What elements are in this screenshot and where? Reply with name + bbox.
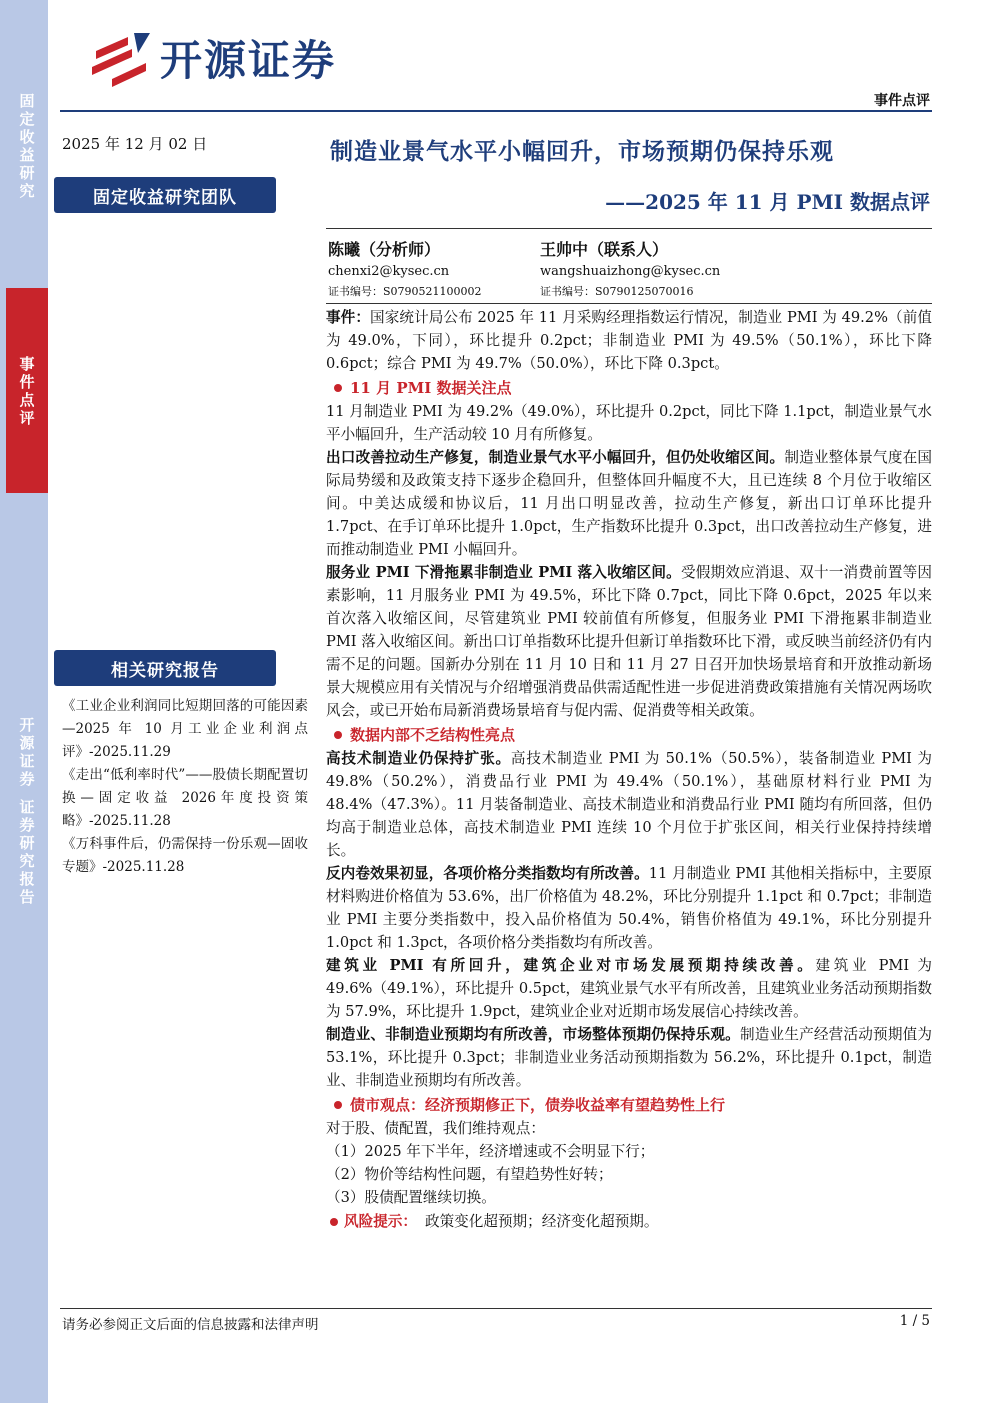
paragraph-lead: 反内卷效果初显，各项价格分类指数均有所改善。 <box>326 865 649 882</box>
side-label-char: 研 <box>19 834 35 852</box>
kysec-logo-icon <box>88 29 152 87</box>
risk-label: 风险提示： <box>344 1213 417 1230</box>
paragraph-text: 高技术制造业 PMI 为 50.1%（50.5%），装备制造业 PMI 为 49.8%（50.2%），消费品行业 PMI 为 49.4%（50.1%），基础原材料行业 PMI 为 48.4%（47.3%）。11 月装备制造业、高技术制造业和消费品行业 PMI 随均有所回落，但仍均高于制造业总体，高技术制造业 PMI 连续 10 个月位于扩张区间，相关行业保持持续增长。 <box>326 750 932 859</box>
side-label-char: 收 <box>19 128 35 146</box>
body-paragraph <box>326 1023 932 1092</box>
risk-text: 政策变化超预期；经济变化超预期。 <box>424 1213 659 1230</box>
paragraph-lead: 服务业 PMI 下滑拖累非制造业 PMI 落入收缩区间。 <box>326 564 681 581</box>
report-date: 2025 年 12 月 02 日 <box>62 135 208 153</box>
body-list-item: （1）2025 年下半年，经济增速或不会明显下行； <box>326 1143 655 1160</box>
event-lead: 事件： <box>326 309 371 326</box>
report-subtitle: ——2025 年 11 月 PMI 数据点评 <box>605 190 930 214</box>
section-heading-structural <box>334 723 932 747</box>
event-text: 国家统计局公布 2025 年 11 月采购经理指数运行情况，制造业 PMI 为 49.2%（前值为 49.0%，下同），环比提升 0.2pct；非制造业 PMI 为 49.5%（50.1%），环比下降 0.6pct；综合 PMI 为 49.7%（50.0%），环比下降 0.3pct。 <box>326 309 932 372</box>
author-contact <box>540 238 720 302</box>
report-body <box>326 306 932 1233</box>
side-label-kysec <box>6 716 48 788</box>
body-paragraph: 对于股、债配置，我们维持观点： <box>326 1120 545 1137</box>
team-label: 固定收益研究团队 <box>54 177 276 213</box>
paragraph-lead: 制造业、非制造业预期均有所改善，市场整体预期仍保持乐观。 <box>326 1026 740 1043</box>
section-heading-text: 数据内部不乏结构性亮点 <box>350 726 516 744</box>
author-cert: 证书编号：S0790125070016 <box>540 285 694 298</box>
author-name: 王帅中（联系人） <box>540 240 669 259</box>
side-label-char: 券 <box>19 816 35 834</box>
page-number: 1 / 5 <box>899 1313 930 1329</box>
paragraph-lead: 高技术制造业仍保持扩张。 <box>326 750 511 767</box>
paragraph-text: 建筑业 PMI 为 49.6%（49.1%），环比提升 0.5pct，建筑业景气水平有所改善，且建筑业业务活动预期指数为 57.9%，环比提升 1.9pct，建筑业企业对近期市场发展信心持续改善。 <box>326 957 932 1020</box>
paragraph-text: 受假期效应消退、双十一消费前置等因素影响，11 月服务业 PMI 为 49.5%，环比下降 0.7pct，同比下降 0.6pct，2025 年以来首次落入收缩区间，尽管建筑业 PMI 较前值有所修复，但服务业 PMI 下滑拖累非制造业 PMI 落入收缩区间。新出口订单指数环比提升但新订单指数环比下滑，或反映当前经济仍有内需不足的问题。国新办分别在 11 月 10 日和 11 月 27 日召开加快场景培育和开放推动新场景大规模应用有关情况与介绍增强消费品供需适配性进一步促进消费政策措施有关情况两场吹风会，或已开始布局新消费场景培育与促内需、促消费等相关政策。 <box>326 564 932 719</box>
body-paragraph <box>326 954 932 1023</box>
side-label-char: 定 <box>19 110 35 128</box>
side-label-char: 事 <box>19 354 35 373</box>
body-paragraph: 11 月制造业 PMI 为 49.2%（49.0%），环比提升 0.2pct，同比下降 1.1pct，制造业景气水平小幅回升，生产活动较 10 月有所修复。 <box>326 403 932 443</box>
side-label-char: 报 <box>19 870 35 888</box>
brand-logo <box>88 28 336 88</box>
side-label-char: 证 <box>19 798 35 816</box>
side-label-char: 研 <box>19 164 35 182</box>
event-paragraph <box>326 306 932 375</box>
risk-warning <box>330 1210 932 1233</box>
bullet-dot-icon <box>334 731 342 739</box>
paragraph-text: 制造业整体景气度在国际局势缓和及政策支持下逐步企稳回升，但整体回升幅度不大，且已连续 8 个月位于收缩区间。中美达成缓和协议后，11 月出口明显改善，拉动生产修复，新出口订单环比提升 1.7pct、在手订单环比提升 1.0pct，生产指数环比提升 0.3pct，出口改善拉动生产修复，进而推动制造业 PMI 小幅回升。 <box>326 449 932 558</box>
side-label-char: 证 <box>19 752 35 770</box>
side-label-char: 点 <box>19 390 35 409</box>
paragraph-text: 制造业生产经营活动预期值为 53.1%，环比提升 0.3pct；非制造业业务活动预期指数为 56.2%，环比提升 0.1pct，制造业、非制造业预期均有所改善。 <box>326 1026 932 1089</box>
side-label-char: 源 <box>19 734 35 752</box>
report-title: 制造业景气水平小幅回升，市场预期仍保持乐观 <box>330 138 834 165</box>
side-label-char: 告 <box>19 888 35 906</box>
side-label-char: 券 <box>19 770 35 788</box>
footer-disclaimer: 请务必参阅正文后面的信息披露和法律声明 <box>62 1317 319 1333</box>
side-label-char: 究 <box>19 182 35 200</box>
related-reports-heading: 相关研究报告 <box>54 650 276 686</box>
paragraph-lead: 出口改善拉动生产修复，制造业景气水平小幅回升，但仍处收缩区间。 <box>326 449 785 466</box>
paragraph-text: 11 月制造业 PMI 其他相关指标中，主要原材料购进价格值为 53.6%，出厂价格值为 48.2%，环比分别提升 1.1pct 和 0.7pct；非制造业 PMI 主要分类指数中，投入品价格值为 50.4%，销售价格值为 49.1%，环比分别提升 1.0pct 和 1.3pct，各项价格分类指数均有所改善。 <box>326 865 932 951</box>
body-paragraph <box>326 561 932 722</box>
side-label-char: 究 <box>19 852 35 870</box>
body-paragraph <box>326 446 932 561</box>
side-label-fixed-income <box>6 92 48 200</box>
side-label-char: 开 <box>19 716 35 734</box>
title-divider <box>326 228 932 229</box>
footer-divider <box>60 1308 932 1309</box>
author-email[interactable]: chenxi2@kysec.cn <box>328 264 450 279</box>
side-label-event-review <box>6 288 48 493</box>
side-bar <box>0 0 48 1403</box>
side-label-securities-report <box>6 798 48 906</box>
section-heading-text: 11 月 PMI 数据关注点 <box>350 379 512 397</box>
report-type: 事件点评 <box>874 93 930 109</box>
author-name: 陈曦（分析师） <box>328 240 441 259</box>
header-divider <box>60 110 932 112</box>
body-list-item: （3）股债配置继续切换。 <box>326 1189 496 1206</box>
body-list-item: （2）物价等结构性问题，有望趋势性好转； <box>326 1166 613 1183</box>
related-report-item[interactable]: 《工业企业利润同比短期回落的可能因素—2025 年 10 月工业企业利润点评》-2025.11.29 <box>62 698 308 760</box>
side-label-char: 益 <box>19 146 35 164</box>
related-report-item[interactable]: 《走出“低利率时代”——股债长期配置切换—固定收益 2026年度投资策略》-2025.11.28 <box>62 767 308 829</box>
bullet-dot-icon <box>334 384 342 392</box>
related-reports-list <box>62 695 308 879</box>
section-heading-text: 债市观点：经济预期修正下，债券收益率有望趋势性上行 <box>350 1096 726 1114</box>
body-paragraph <box>326 862 932 954</box>
section-heading-pmi-focus <box>334 376 932 400</box>
section-heading-bond-view <box>334 1093 932 1117</box>
author-cert: 证书编号：S0790521100002 <box>328 285 482 298</box>
brand-name: 开源证券 <box>160 36 337 85</box>
paragraph-lead: 建筑业 PMI 有所回升，建筑企业对市场发展预期持续改善。 <box>326 957 816 974</box>
author-analyst <box>328 238 482 302</box>
side-label-char: 件 <box>19 372 35 391</box>
author-divider <box>326 303 932 304</box>
bullet-dot-icon <box>330 1218 338 1226</box>
body-paragraph <box>326 747 932 862</box>
related-report-item[interactable]: 《万科事件后，仍需保持一份乐观—固收专题》-2025.11.28 <box>62 836 308 875</box>
side-label-char: 评 <box>19 408 35 427</box>
side-label-char: 固 <box>19 92 35 110</box>
bullet-dot-icon <box>334 1101 342 1109</box>
author-email[interactable]: wangshuaizhong@kysec.cn <box>540 264 721 279</box>
